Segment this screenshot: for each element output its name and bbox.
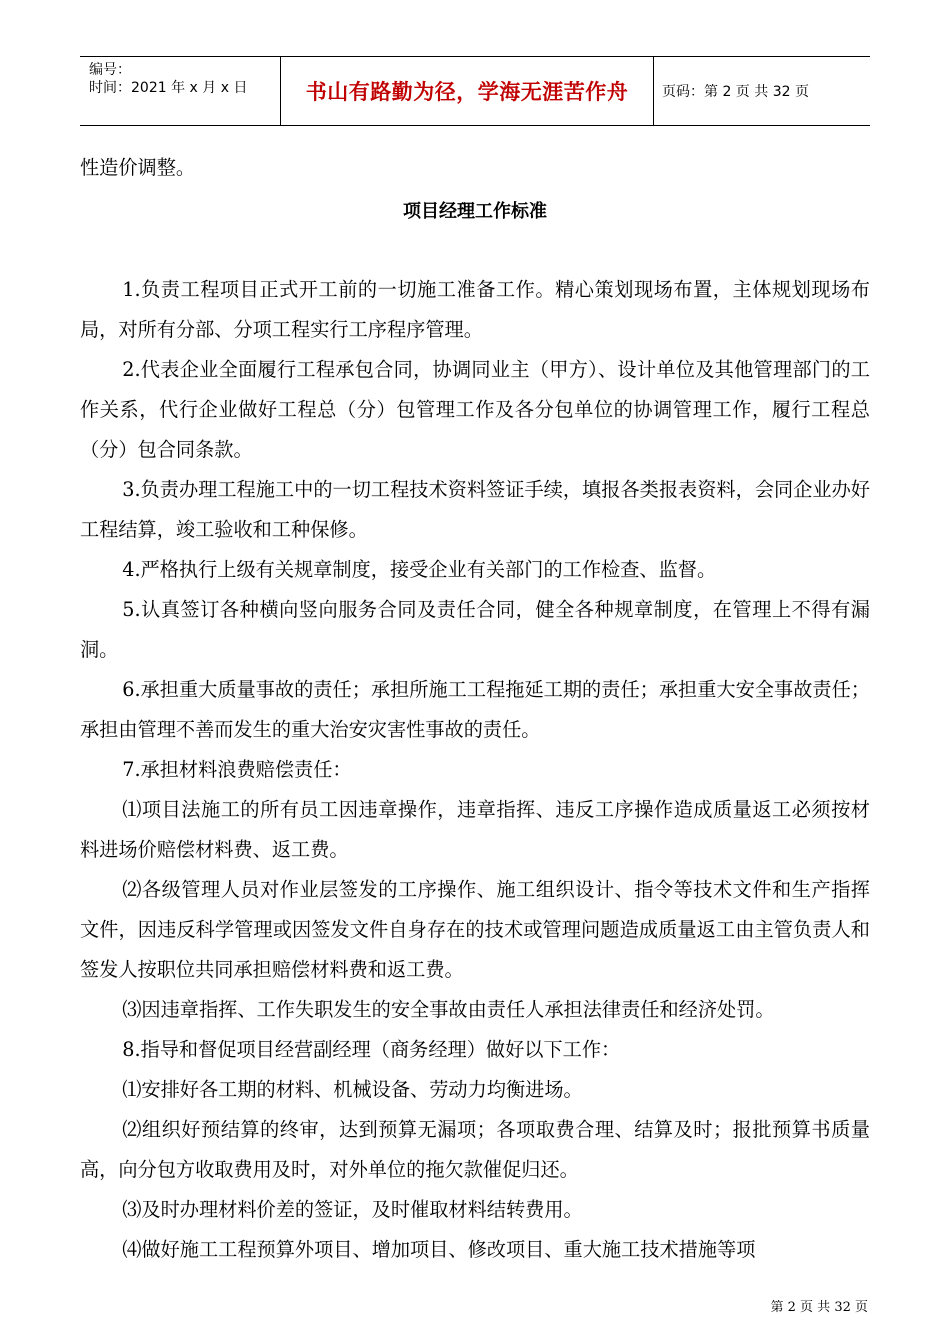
paragraph: 4.严格执行上级有关规章制度，接受企业有关部门的工作检查、监督。: [122, 558, 717, 581]
page-footer: 第 2 页 共 32 页: [770, 1300, 868, 1315]
paragraph: ⑶及时办理材料价差的签证，及时催取材料结转费用。: [122, 1198, 583, 1221]
continuation-text: 性造价调整。: [80, 156, 196, 179]
paragraph: 2.代表企业全面履行工程承包合同，协调同业主（甲方）、设计单位及其他管理部门的工作关系，代行企业做好工程总（分）包管理工作及各分包单位的协调管理工作，履行工程总（分）包合同条款。: [80, 358, 870, 461]
paragraph: ⑵各级管理人员对作业层签发的工序操作、施工组织设计、指令等技术文件和生产指挥文件，因违反科学管理或因签发文件自身存在的技术或管理问题造成质量返工由主管负责人和签发人按职位共同承担赔偿材料费和返工费。: [80, 878, 870, 981]
paragraph: ⑷做好施工工程预算外项目、增加项目、修改项目、重大施工技术措施等项: [122, 1238, 756, 1261]
paragraph: ⑴项目法施工的所有员工因违章操作，违章指挥、违反工序操作造成质量返工必须按材料进场价赔偿材料费、返工费。: [80, 798, 870, 861]
paragraph: 8.指导和督促项目经营副经理（商务经理）做好以下工作：: [122, 1038, 621, 1061]
header-meta-cell: [80, 57, 281, 125]
paragraph: ⑵组织好预结算的终审，达到预算无漏项；各项取费合理、结算及时；报批预算书质量高，向分包方收取费用及时，对外单位的拖欠款催促归还。: [80, 1118, 870, 1181]
header-motto: 书山有路勤为径，学海无涯苦作舟: [281, 57, 654, 125]
header-page-code: 页码：第 2 页 共 32 页: [662, 84, 809, 100]
section-title: 项目经理工作标准: [403, 201, 547, 222]
document-header: [80, 56, 870, 126]
paragraph: ⑶因违章指挥、工作失职发生的安全事故由责任人承担法律责任和经济处罚。: [122, 998, 775, 1021]
paragraph: 7.承担材料浪费赔偿责任：: [122, 758, 352, 781]
document-time-label: 时间：2021 年 x 月 x 日: [89, 80, 248, 96]
document-body: [80, 148, 870, 1270]
document-number-label: 编号：: [89, 62, 131, 78]
paragraph: ⑴安排好各工期的材料、机械设备、劳动力均衡进场。: [122, 1078, 583, 1101]
paragraph: 1.负责工程项目正式开工前的一切施工准备工作。精心策划现场布置，主体规划现场布局，对所有分部、分项工程实行工序程序管理。: [80, 278, 870, 341]
paragraph: 3.负责办理工程施工中的一切工程技术资料签证手续，填报各类报表资料，会同企业办好工程结算，竣工验收和工种保修。: [80, 478, 870, 541]
paragraph: 5.认真签订各种横向竖向服务合同及责任合同，健全各种规章制度，在管理上不得有漏洞。: [80, 598, 870, 661]
paragraph: 6.承担重大质量事故的责任；承担所施工工程拖延工期的责任；承担重大安全事故责任；承担由管理不善而发生的重大治安灾害性事故的责任。: [80, 678, 870, 741]
